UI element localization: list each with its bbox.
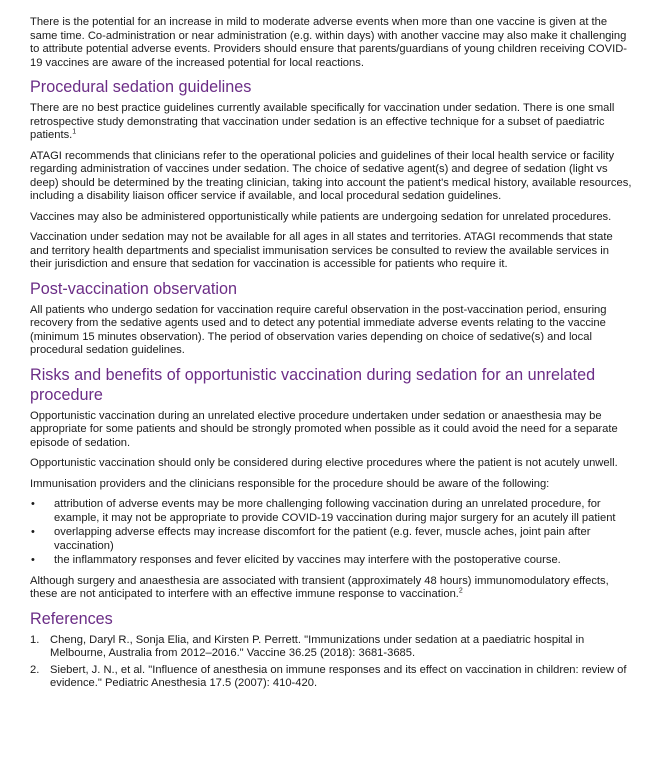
reference-item xyxy=(30,634,633,661)
list-item-text: the inflammatory responses and fever elicited by vaccines may interfere with the postoperative course. xyxy=(54,554,561,566)
list-item xyxy=(30,554,633,568)
risks-paragraph-1: Opportunistic vaccination during an unrelated elective procedure undertaken under sedation or anaesthesia may be appropriate for some patients and should be strongly promoted when possible as it could avoid the need for a separate episode of sedation. xyxy=(30,409,618,449)
procedural-paragraph-3: Vaccines may also be administered opportunistically while patients are undergoing sedation for unrelated procedures. xyxy=(30,210,612,223)
reference-number: 2. xyxy=(30,663,40,676)
list-item xyxy=(30,526,633,553)
list-item xyxy=(30,498,633,525)
post-vaccination-heading: Post-vaccination observation xyxy=(30,279,237,298)
list-item-text: overlapping adverse effects may increase discomfort for the patient (e.g. fever, muscle aches, joint pain after vaccination) xyxy=(54,526,591,552)
risks-paragraph-4 xyxy=(30,575,633,602)
reference-text: Cheng, Daryl R., Sonja Elia, and Kirsten P. Perrett. "Immunizations under sedation at a paediatric hospital in Melbourne, Australia from 2012–2016." Vaccine 36.25 (2018): 3681-3685. xyxy=(50,633,585,659)
risks-bullet-list xyxy=(30,498,633,568)
risks-paragraph-3: Immunisation providers and the clinicians responsible for the procedure should be aware of the following: xyxy=(30,477,550,490)
risks-paragraph-2: Opportunistic vaccination should only be considered during elective procedures where the patient is not acutely unwell. xyxy=(30,457,618,469)
procedural-sedation-heading: Procedural sedation guidelines xyxy=(30,78,252,96)
footnote-ref-2: 2 xyxy=(458,587,463,595)
reference-item xyxy=(30,664,633,691)
footnote-ref-1: 1 xyxy=(72,128,77,136)
bullet-icon: • xyxy=(31,554,35,566)
procedural-paragraph-4: Vaccination under sedation may not be available for all ages in all states and territories. ATAGI recommends that state and territory health departments and specialist immunisation services be consulted to review the available services in their jurisdiction and ensure that sedation for vaccination is accessible for patients who require it. xyxy=(30,231,613,270)
risks-benefits-heading: Risks and benefits of opportunistic vaccination during sedation for an unrelated procedure xyxy=(30,365,596,404)
observation-paragraph-1: All patients who undergo sedation for vaccination require careful observation in the post-vaccination period, ensuring recovery from the sedative agents used and to detect any potential immediate adverse events relating to the vaccine (minimum 15 minutes observation). The period of observation varies depending on choice of sedative(s) and local procedural sedation guidelines. xyxy=(30,303,607,356)
intro-paragraph: There is the potential for an increase in mild to moderate adverse events when more than one vaccine is given at the same time. Co-administration or near administration (e.g. within days) with another vaccine may also make it challenging to attribute potential adverse events. Providers should ensure that parents/guardians of young children receiving COVID-19 vaccines are aware of the increased potential for local reactions. xyxy=(30,16,628,69)
bullet-icon: • xyxy=(31,498,35,510)
reference-text: Siebert, J. N., et al. "Influence of anesthesia on immune responses and its effect on vaccination in children: review of evidence." Pediatric Anesthesia 17.5 (2007): 410-420. xyxy=(50,663,627,689)
risks-paragraph-4-text: Although surgery and anaesthesia are associated with transient (approximately 48 hours) immunomodulatory effects, these are not anticipated to interfere with an effective immune response to vaccination. xyxy=(30,574,609,600)
reference-number: 1. xyxy=(30,633,40,646)
bullet-icon: • xyxy=(31,526,35,538)
procedural-paragraph-2: ATAGI recommends that clinicians refer to the operational policies and guidelines of their local health service or facility regarding administration of vaccines under sedation. The choice of sedative agent(s) and degree of sedation (light vs deep) should be determined by the treating clinician, taking into account the patient's medical history, available resources, including a disability liaison officer service if available, and local procedural sedation guidelines. xyxy=(30,149,632,202)
references-list xyxy=(30,634,633,691)
procedural-paragraph-1-text: There are no best practice guidelines currently available specifically for vaccination under sedation. There is one small retrospective study demonstrating that vaccination under sedation is an effective technique for a subset of paediatric patients. xyxy=(30,102,615,141)
references-heading: References xyxy=(30,609,113,628)
procedural-paragraph-1 xyxy=(30,102,633,143)
list-item-text: attribution of adverse events may be more challenging following vaccination during an unrelated procedure, for example, it may not be appropriate to provide COVID-19 vaccination during major surgery for an acutely ill patient xyxy=(54,498,616,524)
